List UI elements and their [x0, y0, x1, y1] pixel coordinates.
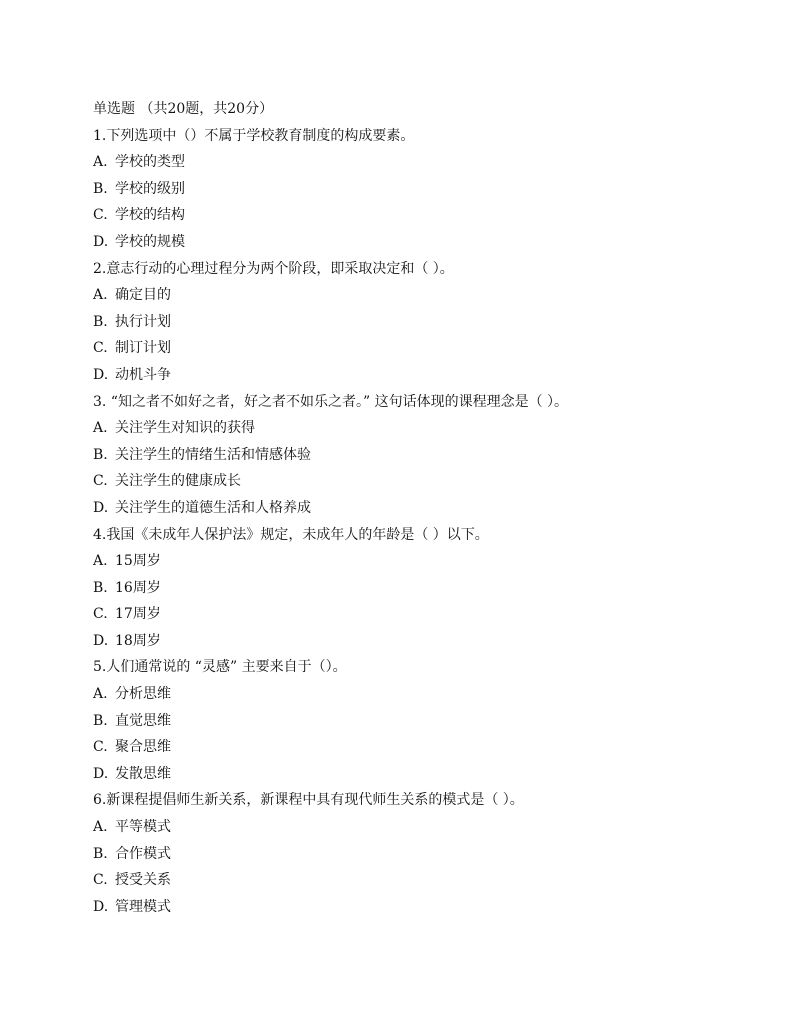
option-4b [93, 575, 753, 602]
question-stem-4: 4.我国《未成年人保护法》规定，未成年人的年龄是（ ）以下。 [93, 526, 489, 543]
option-letter: D. [93, 499, 109, 516]
option-text: 18周岁 [115, 632, 161, 649]
option-5d [93, 761, 753, 788]
option-4d [93, 628, 753, 655]
option-text: 管理模式 [115, 898, 171, 915]
option-letter: A. [93, 287, 108, 304]
option-letter: D. [93, 898, 109, 915]
option-text: 发散思维 [115, 765, 171, 782]
option-text: 执行计划 [115, 313, 171, 330]
option-3b [93, 442, 753, 469]
option-letter: D. [93, 366, 109, 383]
option-text: 合作模式 [115, 845, 171, 862]
option-letter: A. [93, 420, 108, 437]
option-text: 15周岁 [115, 553, 161, 570]
option-4c [93, 601, 753, 628]
question-stem-1: 1.下列选项中（）不属于学校教育制度的构成要素。 [93, 127, 415, 144]
option-letter: A. [93, 154, 108, 171]
option-letter: A. [93, 686, 108, 703]
option-2d [93, 362, 753, 389]
question-stem-3: 3. “知之者不如好之者，好之者不如乐之者。” 这句话体现的课程理念是（ ）。 [93, 393, 569, 410]
option-text: 确定目的 [115, 287, 171, 304]
option-letter: B. [93, 446, 108, 463]
option-letter: B. [93, 313, 108, 330]
option-letter: B. [93, 845, 108, 862]
option-text: 学校的类型 [115, 154, 185, 171]
option-3d [93, 495, 753, 522]
option-text: 学校的规模 [115, 233, 185, 250]
option-letter: A. [93, 819, 108, 836]
option-1c [93, 202, 753, 229]
option-letter: D. [93, 632, 109, 649]
option-letter: C. [93, 872, 108, 889]
option-text: 16周岁 [115, 579, 161, 596]
option-letter: C. [93, 207, 108, 224]
option-text: 平等模式 [115, 819, 171, 836]
option-letter: B. [93, 712, 108, 729]
question-stem-6: 6.新课程提倡师生新关系，新课程中具有现代师生关系的模式是（ ）。 [93, 792, 524, 809]
option-6c [93, 867, 753, 894]
option-text: 关注学生的情绪生活和情感体验 [115, 446, 311, 463]
option-6b [93, 841, 753, 868]
option-text: 关注学生的道德生活和人格养成 [115, 499, 311, 516]
option-text: 聚合思维 [115, 739, 171, 756]
option-letter: C. [93, 606, 108, 623]
option-3c [93, 468, 753, 495]
option-letter: D. [93, 765, 109, 782]
option-4a [93, 548, 753, 575]
option-text: 分析思维 [115, 686, 171, 703]
option-text: 关注学生的健康成长 [115, 473, 241, 490]
option-2a [93, 282, 753, 309]
document-page [93, 96, 753, 920]
option-letter: D. [93, 233, 109, 250]
option-text: 17周岁 [115, 606, 161, 623]
option-text: 制订计划 [115, 340, 171, 357]
option-2b [93, 309, 753, 336]
option-letter: A. [93, 553, 108, 570]
option-letter: C. [93, 739, 108, 756]
option-letter: C. [93, 340, 108, 357]
option-5c [93, 734, 753, 761]
option-5b [93, 708, 753, 735]
question-stem-2: 2.意志行动的心理过程分为两个阶段，即采取决定和（ ）。 [93, 260, 454, 277]
option-1b [93, 176, 753, 203]
option-text: 授受关系 [115, 872, 171, 889]
option-text: 学校的级别 [115, 180, 185, 197]
option-letter: B. [93, 579, 108, 596]
option-1d [93, 229, 753, 256]
option-letter: B. [93, 180, 108, 197]
option-text: 直觉思维 [115, 712, 171, 729]
question-stem-5: 5.人们通常说的 “灵感” 主要来自于（）。 [93, 659, 347, 676]
option-5a [93, 681, 753, 708]
option-6a [93, 814, 753, 841]
option-text: 学校的结构 [115, 207, 185, 224]
option-2c [93, 335, 753, 362]
option-1a [93, 149, 753, 176]
option-letter: C. [93, 473, 108, 490]
option-text: 关注学生对知识的获得 [115, 420, 255, 437]
option-6d [93, 894, 753, 921]
option-text: 动机斗争 [115, 366, 171, 383]
section-title: 单选题 （共20题，共20分） [93, 101, 274, 117]
option-3a [93, 415, 753, 442]
